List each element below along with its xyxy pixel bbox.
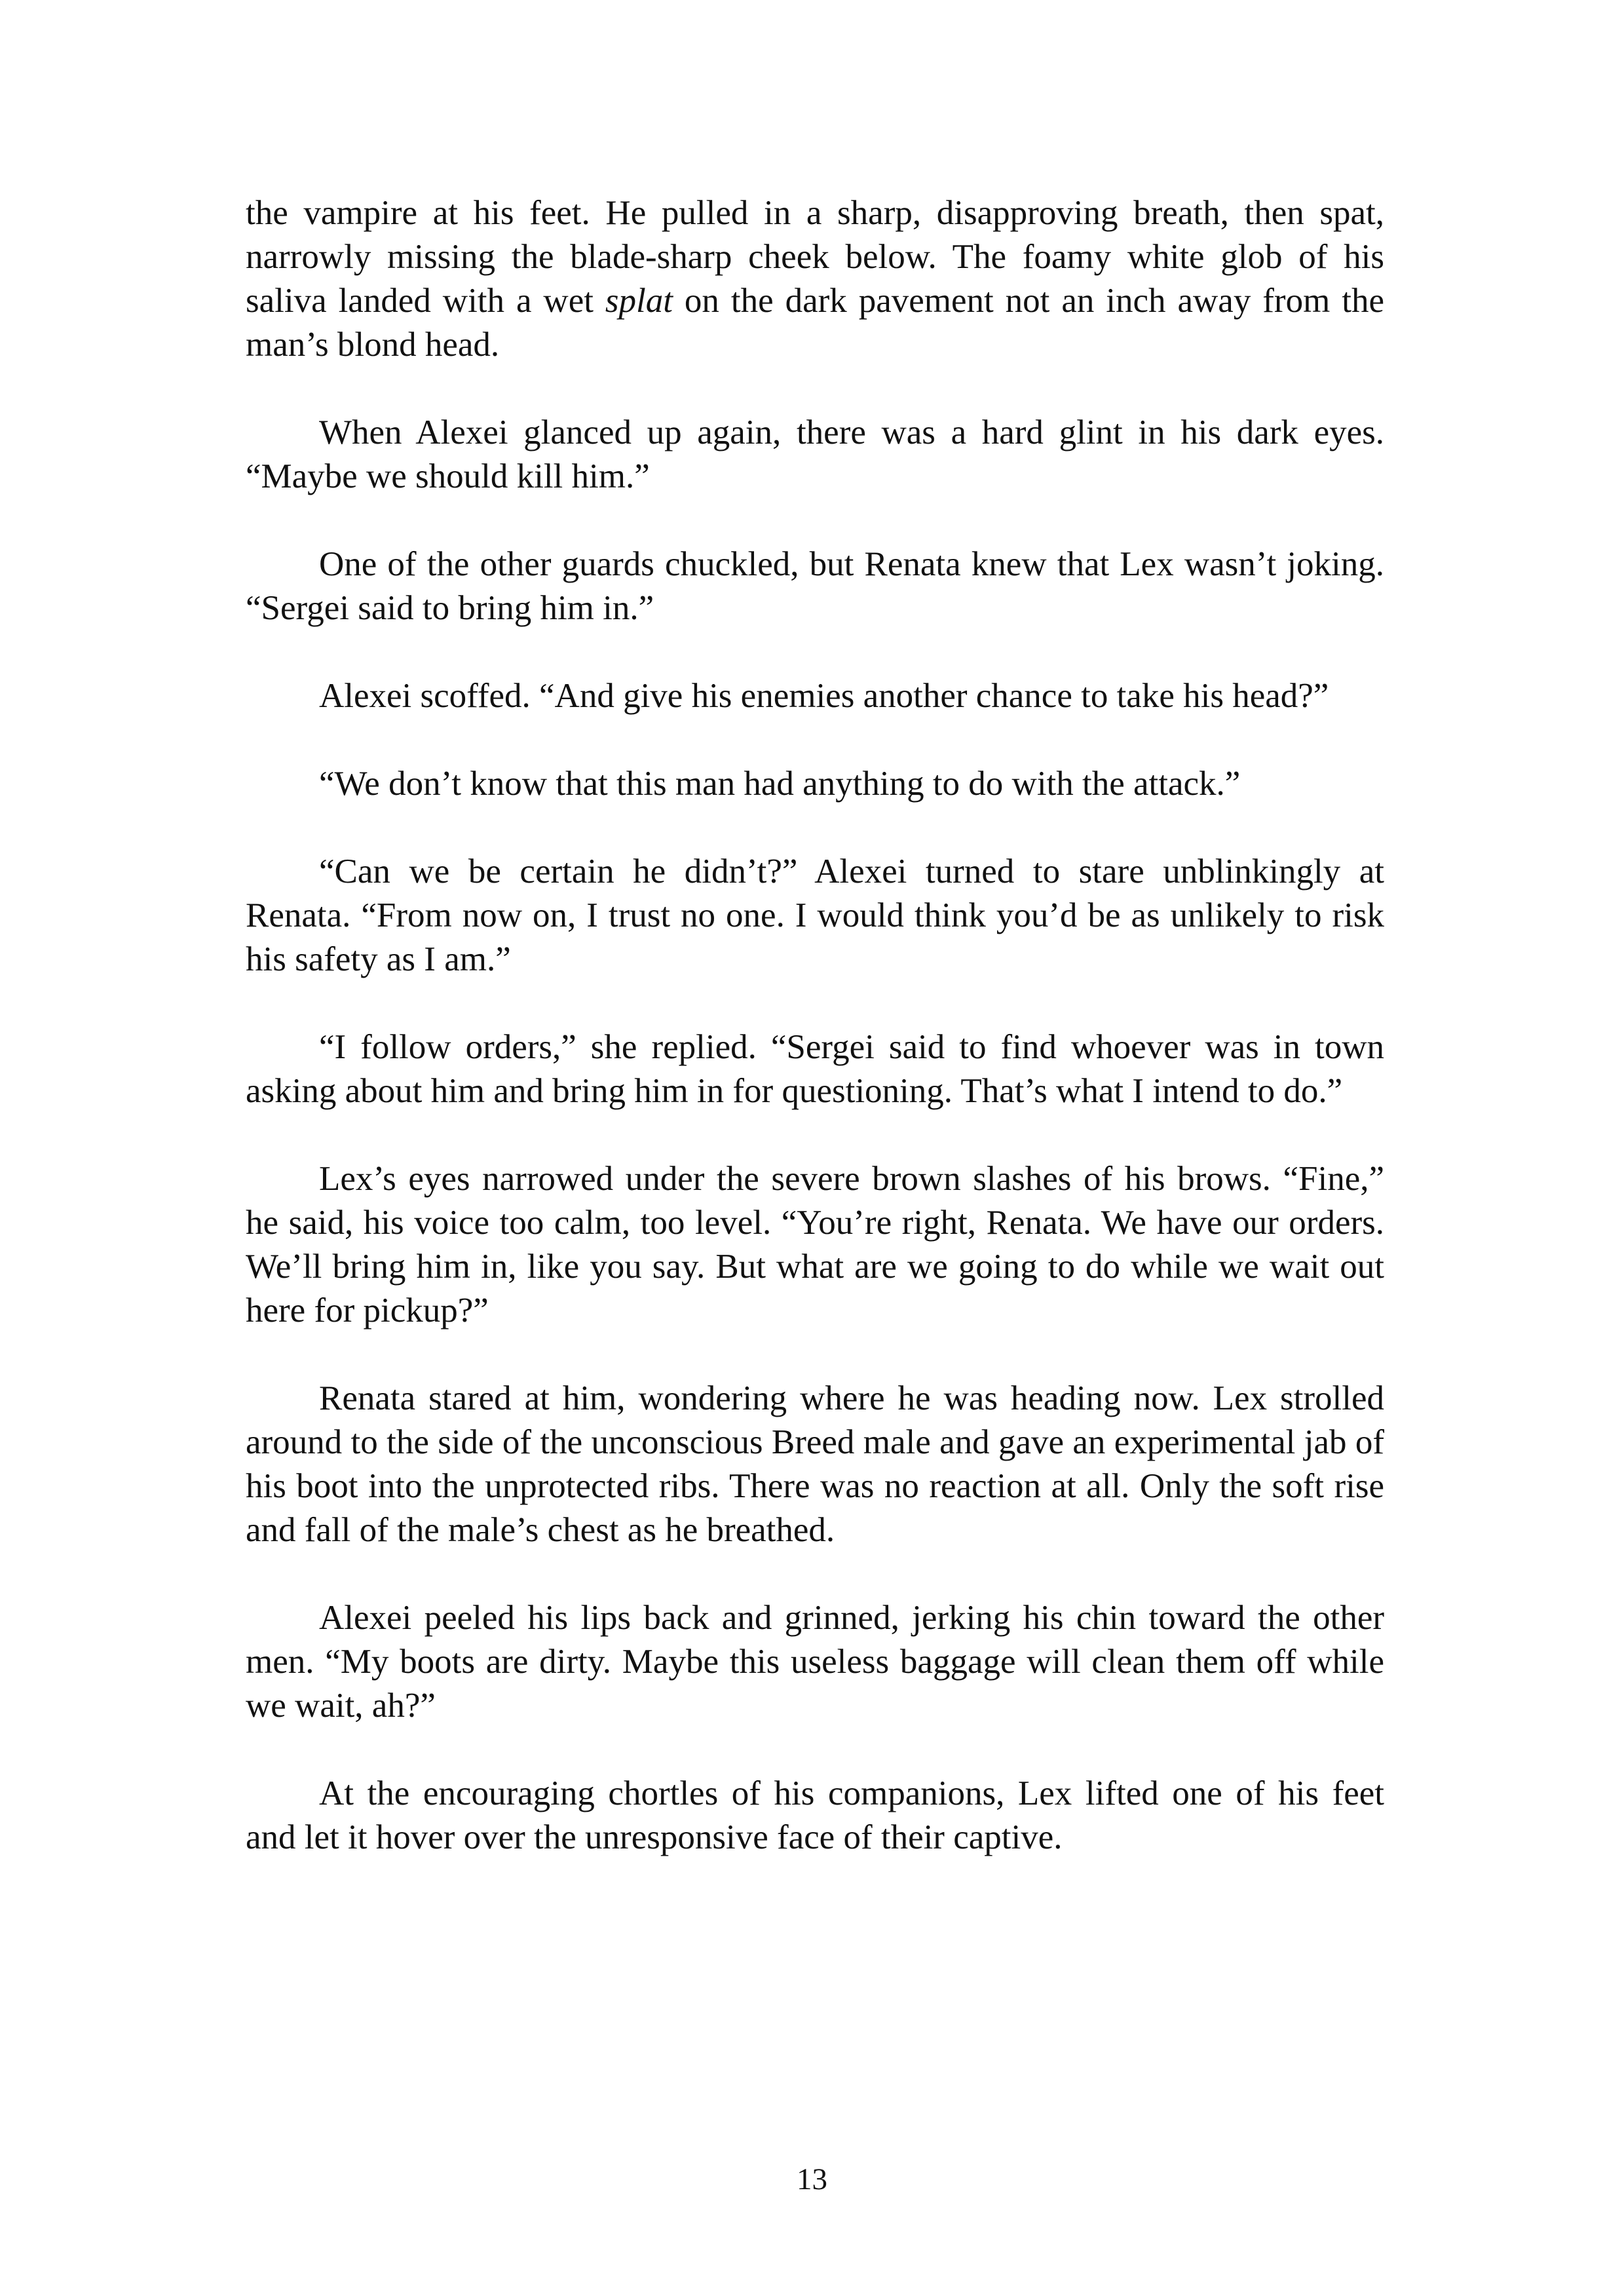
body-text <box>246 191 1384 1860</box>
emphasized-word: splat <box>605 282 673 320</box>
paragraph-text-end: on the dark pavement not an inch away from the man’s blond head. <box>246 282 1384 364</box>
paragraph: “I follow orders,” she replied. “Sergei said to find whoever was in town asking about him and bring him in for questioning. That’s what I intend to do.” <box>246 1028 1384 1110</box>
page-number: 13 <box>797 2162 827 2196</box>
paragraph: “We don’t know that this man had anything to do with the attack.” <box>319 765 1241 803</box>
paragraph: Lex’s eyes narrowed under the severe brown slashes of his brows. “Fine,” he said, his voice too calm, too level. “You’re right, Renata. We have our orders. We’ll bring him in, like you say. But what are we going to do while we wait out here for pickup?” <box>246 1160 1384 1330</box>
paragraph-continued <box>246 191 1384 367</box>
paragraph: Alexei peeled his lips back and grinned, jerking his chin toward the other men. “My boots are dirty. Maybe this useless baggage will clean them off while we wait, ah?” <box>246 1599 1384 1725</box>
paragraph: One of the other guards chuckled, but Renata knew that Lex wasn’t joking. “Sergei said to bring him in.” <box>246 545 1384 627</box>
paragraph: Alexei scoffed. “And give his enemies another chance to take his head?” <box>319 677 1329 715</box>
paragraph-text-start: the vampire at his feet. He pulled in a sharp, disapproving breath, then spat, narrowly missing the blade-sharp cheek below. The foamy white glob of his saliva landed with a wet <box>246 194 1384 320</box>
paragraph: When Alexei glanced up again, there was a hard glint in his dark eyes. “Maybe we should kill him.” <box>246 413 1384 495</box>
paragraph: “Can we be certain he didn’t?” Alexei turned to stare unblinkingly at Renata. “From now on, I trust no one. I would think you’d be as unlikely to risk his safety as I am.” <box>246 852 1384 978</box>
paragraph: At the encouraging chortles of his companions, Lex lifted one of his feet and let it hover over the unresponsive face of their captive. <box>246 1774 1384 1856</box>
paragraph: Renata stared at him, wondering where he was heading now. Lex strolled around to the side of the unconscious Breed male and gave an experimental jab of his boot into the unprotected ribs. There was no reaction at all. Only the soft rise and fall of the male’s chest as he breathed. <box>246 1379 1384 1549</box>
